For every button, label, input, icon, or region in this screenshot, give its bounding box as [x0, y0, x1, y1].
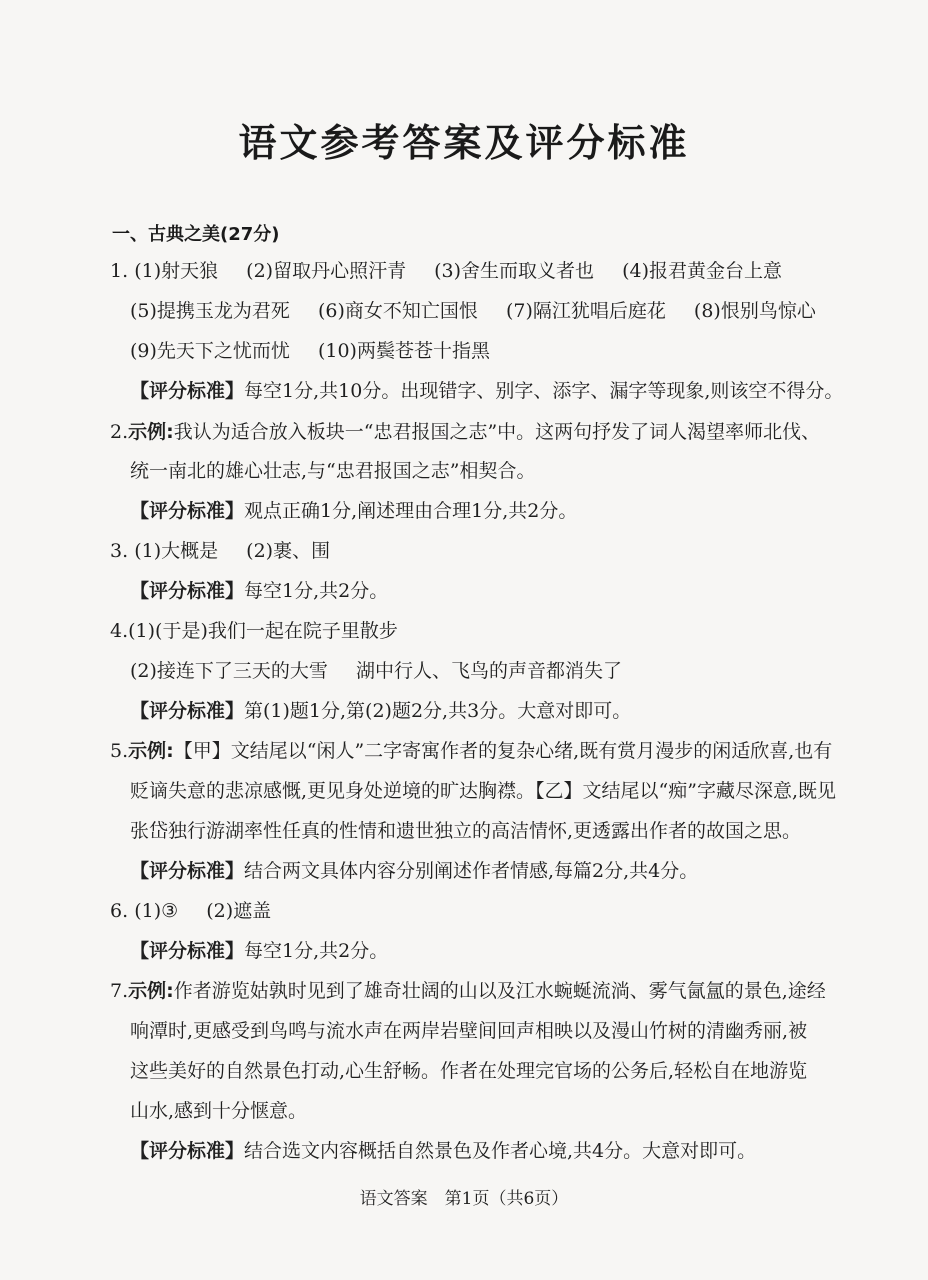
- q3-number: 3.: [110, 540, 129, 562]
- q1-line-1: [110, 259, 782, 283]
- rubric-label: 【评分标准】: [130, 380, 245, 402]
- page-title: 语文参考答案及评分标准: [238, 121, 690, 165]
- q1-line-3: [130, 339, 490, 363]
- q7-line-1: [110, 979, 826, 1003]
- rubric-label: 【评分标准】: [130, 580, 245, 602]
- example-label: 示例:: [128, 421, 174, 443]
- q3-blank-1: (1)大概是: [134, 540, 219, 562]
- q5-rubric-text: 结合两文具体内容分别阐述作者情感,每篇2分,共4分。: [244, 860, 699, 882]
- q4-line-2: [130, 659, 622, 683]
- rubric-label: 【评分标准】: [130, 500, 245, 522]
- q5-line-1: [110, 739, 832, 763]
- q4-line-1: [110, 619, 398, 643]
- q6-blank-2: (2)遮盖: [206, 900, 272, 922]
- q7-line-4: 山水,感到十分惬意。: [130, 1100, 308, 1122]
- q2-line-1: [110, 420, 820, 444]
- q4-text-2a: (2)接连下了三天的大雪: [130, 660, 328, 682]
- q1-blank-6: (6)商女不知亡国恨: [317, 300, 478, 322]
- q6-line-1: [110, 899, 271, 923]
- q7-line-2: 响潭时,更感受到鸟鸣与流水声在两岸岩壁间回声相映以及漫山竹树的清幽秀丽,被: [130, 1020, 808, 1042]
- q2-rubric: [130, 499, 577, 523]
- q3-rubric: [130, 579, 388, 603]
- q1-blank-10: (10)两鬓苍苍十指黑: [317, 340, 490, 362]
- q1-blank-2: (2)留取丹心照汗青: [246, 260, 407, 282]
- q7-number: 7.: [110, 980, 129, 1002]
- q2-text-1: 我认为适合放入板块一“忠君报国之志”中。这两句抒发了词人渴望率师北伐、: [173, 421, 821, 443]
- q1-blank-3: (3)舍生而取义者也: [434, 260, 595, 282]
- q1-blank-8: (8)恨别鸟惊心: [693, 300, 816, 322]
- q1-blank-9: (9)先天下之忧而忧: [130, 340, 290, 362]
- example-label: 示例:: [128, 980, 174, 1002]
- rubric-label: 【评分标准】: [130, 1140, 245, 1162]
- q3-line-1: [110, 539, 330, 563]
- q5-rubric: [130, 859, 698, 883]
- q1-blank-1: (1)射天狼: [134, 260, 219, 282]
- q5-number: 5.: [110, 740, 129, 762]
- rubric-label: 【评分标准】: [130, 860, 245, 882]
- example-label: 示例:: [128, 740, 174, 762]
- q1-line-2: [130, 299, 816, 323]
- q1-rubric: [130, 379, 843, 403]
- q4-text-2b: 湖中行人、飞鸟的声音都消失了: [355, 660, 622, 682]
- q6-rubric: [130, 939, 388, 963]
- q7-text-1: 作者游览姑孰时见到了雄奇壮阔的山以及江水蜿蜒流淌、雾气氤氲的景色,途经: [173, 980, 826, 1002]
- q4-text-1: (1)(于是)我们一起在院子里散步: [128, 620, 398, 642]
- q7-rubric-text: 结合选文内容概括自然景色及作者心境,共4分。大意对即可。: [244, 1140, 757, 1162]
- q4-number: 4.: [110, 620, 129, 642]
- section-heading: 一、古典之美(27分): [112, 224, 280, 245]
- q5-line-2: 贬谪失意的悲凉感慨,更见身处逆境的旷达胸襟。【乙】文结尾以“痴”字藏尽深意,既见: [130, 780, 837, 802]
- q1-rubric-text: 每空1分,共10分。出现错字、别字、添字、漏字等现象,则该空不得分。: [244, 380, 844, 402]
- q6-rubric-text: 每空1分,共2分。: [244, 940, 389, 962]
- page-footer: 语文答案 第1页（共6页）: [359, 1189, 569, 1209]
- rubric-label: 【评分标准】: [130, 940, 245, 962]
- rubric-label: 【评分标准】: [130, 700, 245, 722]
- q2-line-2: 统一南北的雄心壮志,与“忠君报国之志”相契合。: [130, 460, 536, 482]
- q5-line-3: 张岱独行游湖率性任真的性情和遗世独立的高洁情怀,更透露出作者的故国之思。: [130, 820, 802, 842]
- q4-rubric: [130, 699, 631, 723]
- q1-blank-4: (4)报君黄金台上意: [622, 260, 783, 282]
- q6-number: 6.: [110, 900, 129, 922]
- q2-number: 2.: [110, 421, 129, 443]
- q7-line-3: 这些美好的自然景色打动,心生舒畅。作者在处理完官场的公务后,轻松自在地游览: [130, 1060, 808, 1082]
- q1-blank-7: (7)隔江犹唱后庭花: [505, 300, 666, 322]
- q2-rubric-text: 观点正确1分,阐述理由合理1分,共2分。: [244, 500, 578, 522]
- q3-blank-2: (2)裹、围: [246, 540, 331, 562]
- q1-blank-5: (5)提携玉龙为君死: [130, 300, 290, 322]
- q3-rubric-text: 每空1分,共2分。: [244, 580, 389, 602]
- q7-rubric: [130, 1139, 756, 1163]
- q6-blank-1: (1)③: [134, 900, 179, 922]
- q4-rubric-text: 第(1)题1分,第(2)题2分,共3分。大意对即可。: [244, 700, 632, 722]
- q5-text-1: 【甲】文结尾以“闲人”二字寄寓作者的复杂心绪,既有赏月漫步的闲适欣喜,也有: [173, 740, 833, 762]
- q1-number: 1.: [110, 260, 129, 282]
